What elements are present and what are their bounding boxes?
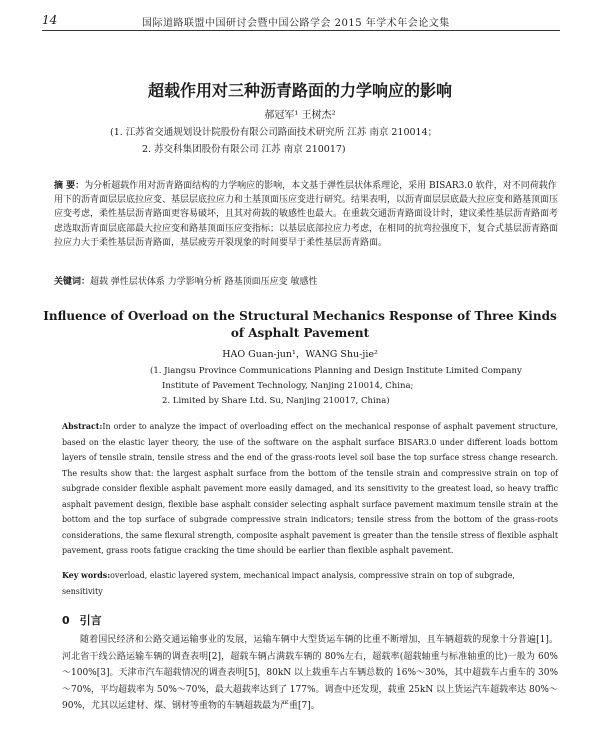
title-en-line-1: Influence of Overload on the Structural Mechanics Response of Three Kinds: [43, 309, 557, 323]
abstract-chinese: [54, 179, 558, 250]
affiliation-en-line-3: 2. Limited by Share Ltd. Su, Nanjing 210017, China): [162, 396, 390, 406]
abstract-cn-text: 为分析超载作用对沥青路面结构的力学响应的影响，本文基于弹性层状体系理论，采用 BISAR3.0 软件，对不同荷载作用下的沥青面层层底拉应变、基层层底拉应力和土基顶面压应变进行研究。结果表明，以沥青面层层底最大拉应变和路基顶面压应变考虑，柔性基层沥青路面更容易破坏，且其对荷载的敏感性也最大。在重载交通沥青路面设计时，建议柔性基层沥青路面考虑选取沥青面层底部最大拉应变和路基顶面压应变指标；以基层底部拉应力考虑，在相同的抗弯拉强度下，复合式基层沥青路面拉应力大于柔性基层沥青路面，基层疲劳开裂现象的时间要早于柔性基层沥青路面。: [54, 181, 559, 248]
affiliation-chinese: [110, 124, 530, 158]
running-header: [42, 12, 560, 31]
section-title: 引言: [79, 614, 102, 627]
page-number: 14: [42, 13, 58, 27]
abstract-cn-label: 摘 要：: [54, 181, 85, 191]
affiliation-en-line-1: (1. Jiangsu Province Communications Planning and Design Institute Limited Company: [150, 366, 522, 376]
affiliation-cn-line-2: 2. 苏交科集团股份有限公司 江苏 南京 210017): [142, 144, 346, 155]
keywords-chinese: [54, 274, 558, 287]
abstract-en-text: In order to analyze the impact of overloading effect on the mechanical response of asphalt pavement structure, based on the elastic layer theory, the use of the software on the asphalt surface BISAR3.0 under different loads bottom layers of tensile strain, tensile stress and the end of the grass-roots level soil base the top surface stress change research. The results show that: the largest asphalt surface from the bottom of the tensile strain and compressive strain on top of subgrade consider flexible asphalt pavement more easily damaged, and its sensitivity to the greatest load, so heavy traffic asphalt pavement design, flexible base asphalt consider selecting asphalt surface pavement maximum tensile strain at the bottom and the top surface of subgrade compressive strain indicators; tensile stress from the bottom of the grass-roots considerations, the same flexural strength, composite asphalt pavement is greater than the tensile stress of flexible asphalt pavement, grass roots fatigue cracking the time should be earlier than flexible asphalt pavement.: [62, 422, 558, 555]
abstract-english: [62, 419, 558, 559]
section-number: 0: [62, 614, 70, 627]
title-english: [0, 308, 600, 342]
authors-chinese: 郝冠军¹ 王树杰²: [264, 110, 336, 121]
authors-english: HAO Guan-jun¹，WANG Shu-jie²: [222, 349, 378, 360]
keywords-english: [62, 568, 558, 599]
keywords-en-text: overload, elastic layered system, mechanical impact analysis, compressive strain on top of subgrade, sensitivity: [62, 571, 515, 596]
abstract-en-label: Abstract:: [62, 422, 103, 431]
title-en-line-2: of Asphalt Pavement: [230, 326, 370, 340]
affiliation-english: [150, 364, 550, 409]
affiliation-en-line-2: Institute of Pavement Technology, Nanjing 210014, China;: [162, 381, 414, 391]
title-chinese: 超载作用对三种沥青路面的力学响应的影响: [147, 81, 452, 100]
introduction-paragraph: 随着国民经济和公路交通运输事业的发展，运输车辆中大型货运车辆的比重不断增加，且车辆超载的现象十分普遍[1]。河北省干线公路运输车辆的调查表明[2]，超载车辆占满载车辆的 80%左右，超载率(超载轴重与标准轴重的比)一般为 60%～100%[3]。天津市汽车超载情况的调查表明[5]，80kN 以上载重车占车辆总数的 16%～30%，其中超载车占重车的 30%～70%，平均超载率为 50%～70%，最大超载率达到了 177%。调查中还发现，载重 25kN 以上货运汽车超载率达 80%～90%，尤其以运建材、煤、钢材等重物的车辆超载最为严重[7]。: [62, 635, 558, 711]
section-heading: [62, 612, 112, 628]
conference-name: 国际道路联盟中国研讨会暨中国公路学会 2015 年学术年会论文集: [142, 18, 450, 29]
keywords-cn-text: 超载 弹性层状体系 力学影响分析 路基顶面压应变 敏感性: [90, 277, 318, 287]
keywords-cn-label: 关键词：: [54, 277, 91, 287]
affiliation-cn-line-1: (1. 江苏省交通规划设计院股份有限公司路面技术研究所 江苏 南京 210014；: [110, 127, 438, 138]
keywords-en-label: Key words:: [62, 571, 111, 580]
